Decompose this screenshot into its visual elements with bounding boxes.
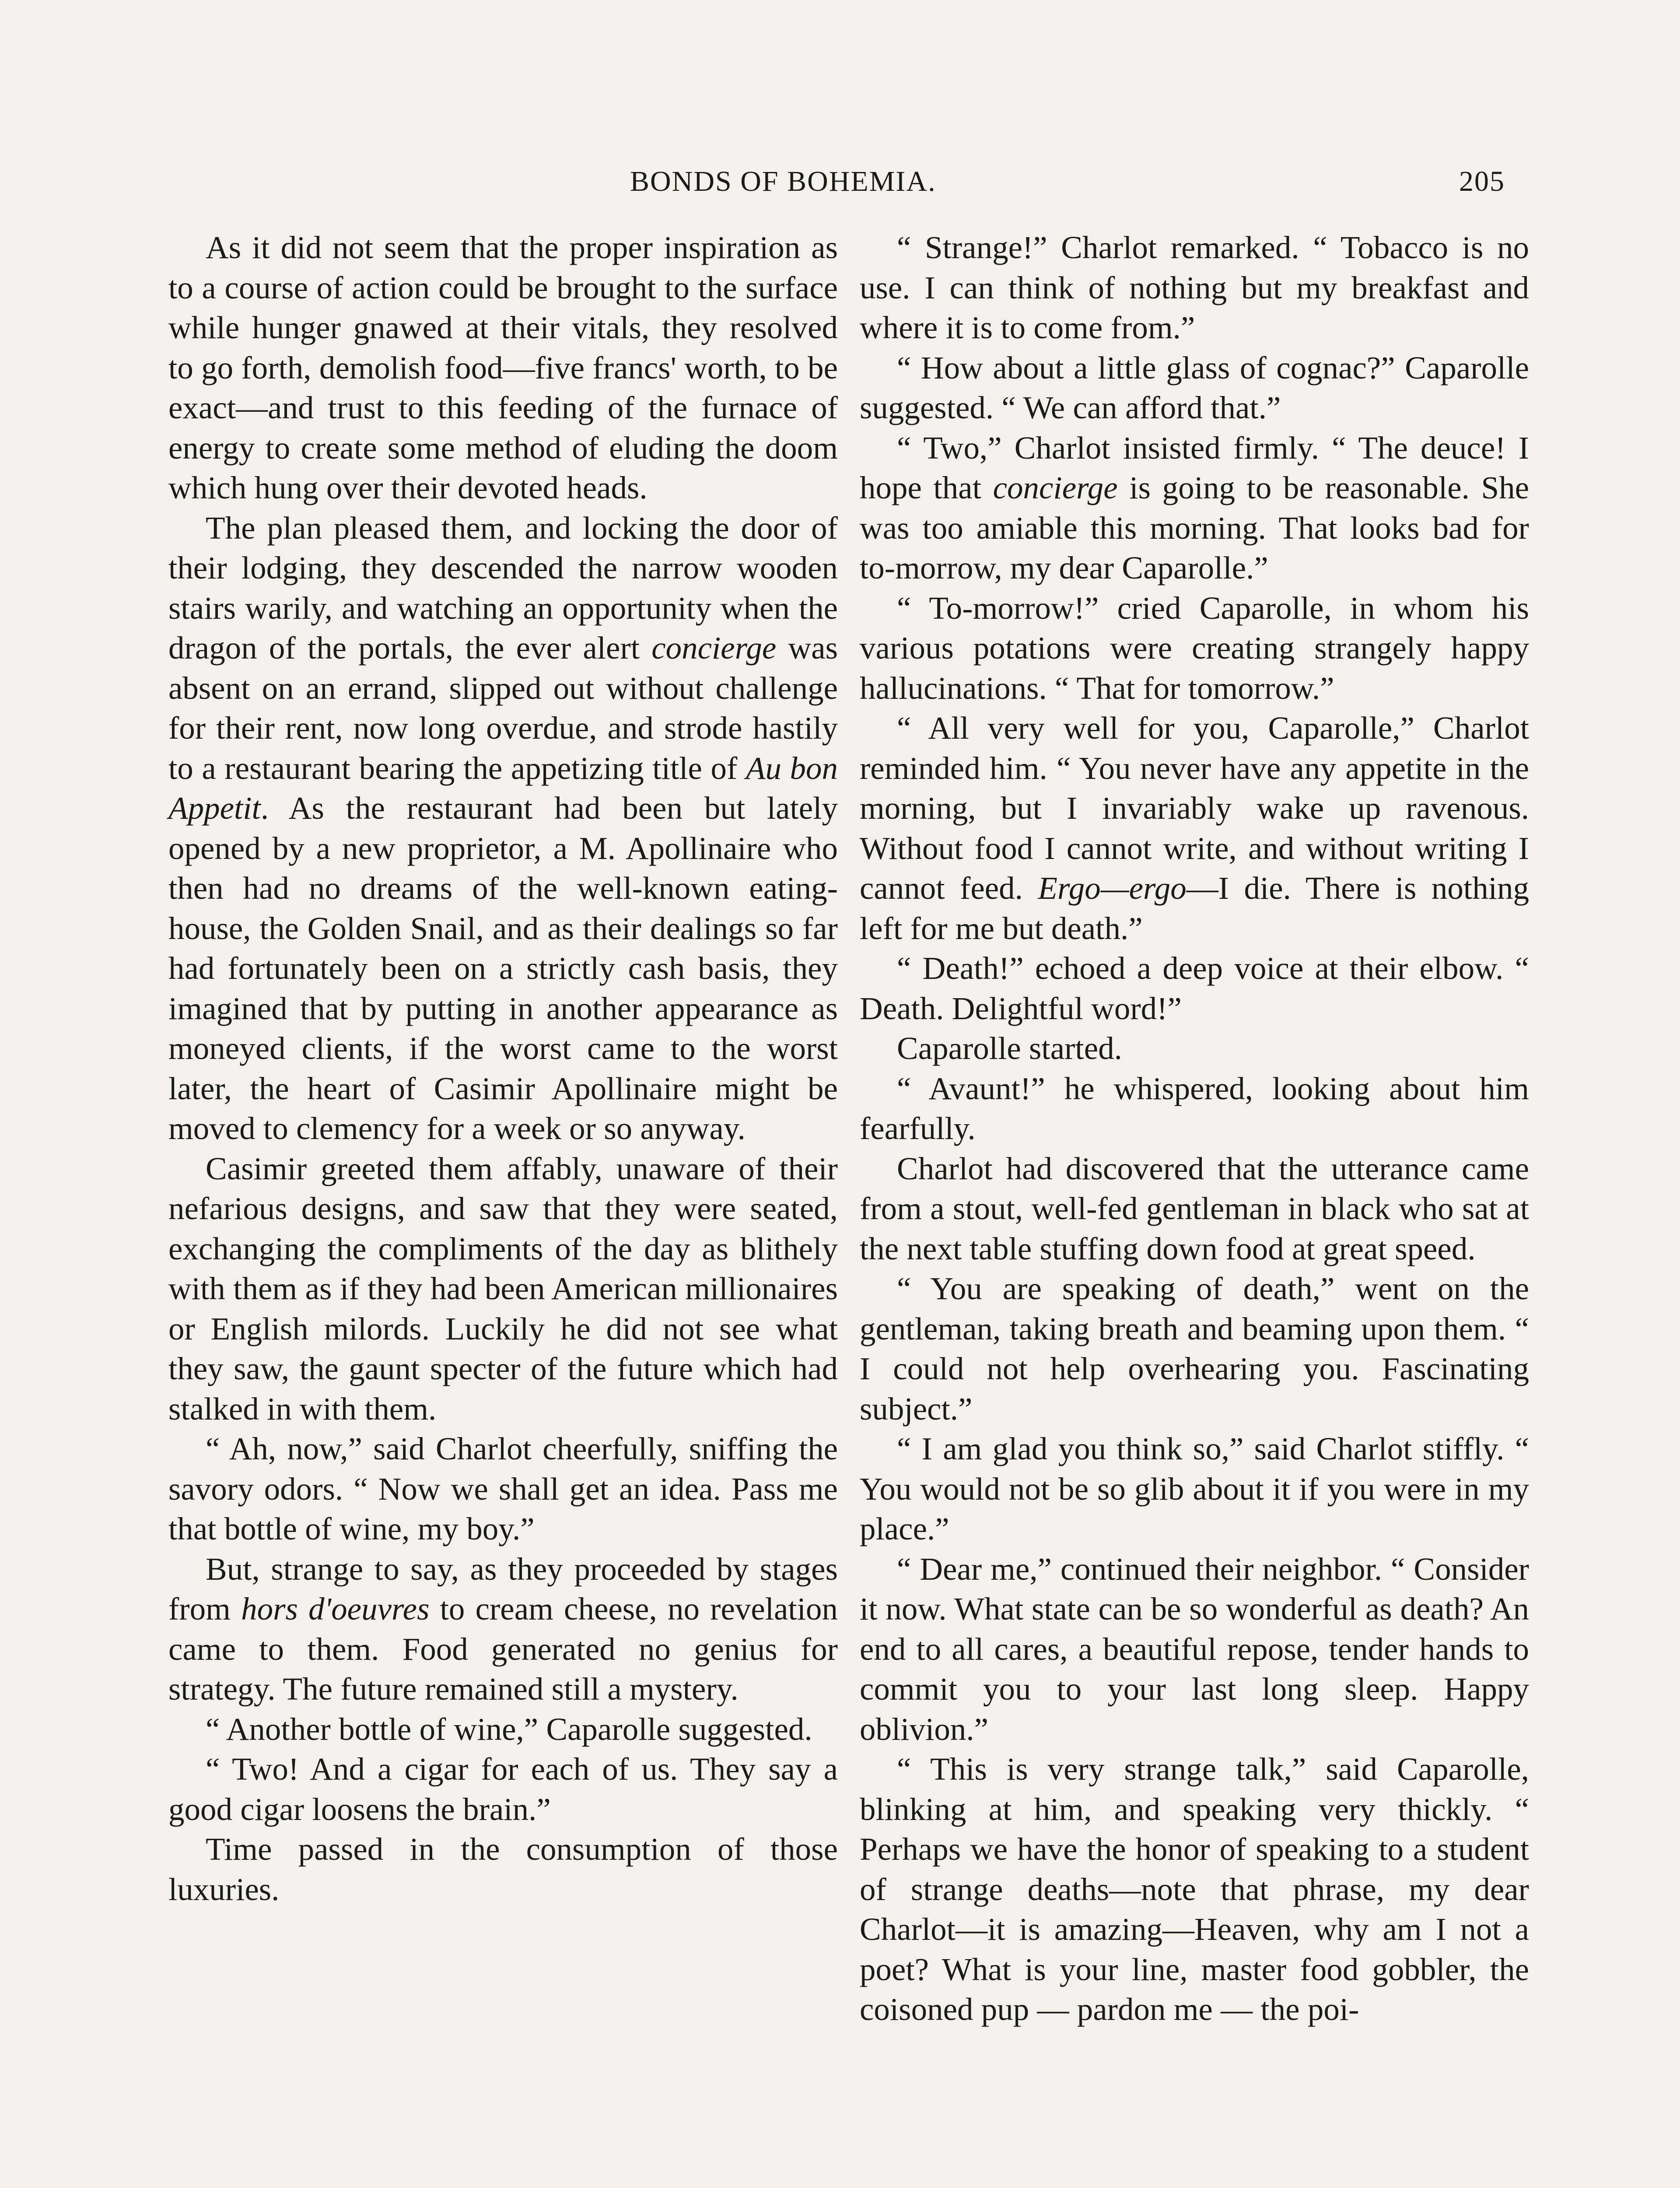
page-header xyxy=(630,158,1505,206)
paragraph: “ All very well for you, Caparolle,” Charlot reminded him. “ You never have any appetite in the morning, but I invariably wake up ravenous. Without food I cannot write, and without writing I cannot feed. Ergo—ergo—I die. There is nothing left for me but death.” xyxy=(860,710,1529,946)
paragraph: “ How about a little glass of cognac?” Caparolle suggested. “ We can afford that.” xyxy=(860,350,1529,425)
paragraph: Casimir greeted them affably, unaware of their nefarious designs, and saw that they were seated, exchanging the compliments of the day as blithely with them as if they had been American millionaires or English milords. Luckily he did not see what they saw, the gaunt specter of the future which had stalked in with them. xyxy=(168,1150,838,1427)
paragraph: “ I am glad you think so,” said Charlot stiffly. “ You would not be so glib about it if you were in my place.” xyxy=(860,1431,1529,1546)
paragraph: “ Death!” echoed a deep voice at their elbow. “ Death. Delightful word!” xyxy=(860,950,1529,1026)
paragraph: But, strange to say, as they proceeded by stages from hors d'oeuvres to cream cheese, no revelation came to them. Food generated no genius for strategy. The future remained still a mystery. xyxy=(168,1551,838,1707)
paragraph: “ Strange!” Charlot remarked. “ Tobacco is no use. I can think of nothing but my breakfast and where it is to come from.” xyxy=(860,230,1529,345)
left-text-column xyxy=(168,228,838,1909)
paragraph: “ You are speaking of death,” went on the gentleman, taking breath and beaming upon them. “ I could not help overhearing you. Fascinating subject.” xyxy=(860,1271,1529,1427)
paragraph: Caparolle started. xyxy=(897,1031,1122,1066)
paragraph: As it did not seem that the proper inspiration as to a course of action could be brought to the surface while hunger gnawed at their vitals, they resolved to go forth, demolish food—five francs' worth, to be exact—and trust to this feeding of the furnace of energy to create some method of eluding the doom which hung over their devoted heads. xyxy=(168,230,838,505)
paragraph: “ Dear me,” continued their neighbor. “ Consider it now. What state can be so wonderful as death? An end to all cares, a beautiful repose, tender hands to commit you to your last long sleep. Happy oblivion.” xyxy=(860,1551,1529,1747)
running-title: BONDS OF BOHEMIA. xyxy=(630,165,936,197)
paragraph: The plan pleased them, and locking the door of their lodging, they descended the narrow wooden stairs warily, and watching an opportunity when the dragon of the portals, the ever alert concierge was absent on an errand, slipped out without challenge for their rent, now long overdue, and strode hastily to a restaurant bearing the appetizing title of Au bon Appetit. As the restaurant had been but lately opened by a new proprietor, a M. Apollinaire who then had no dreams of the well-known eating-house, the Golden Snail, and as their dealings so far had fortunately been on a strictly cash basis, they imagined that by putting in another appearance as moneyed clients, if the worst came to the worst later, the heart of Casimir Apollinaire might be moved to clemency for a week or so anyway. xyxy=(168,510,838,1146)
paragraph: “ Ah, now,” said Charlot cheerfully, sniffing the savory odors. “ Now we shall get an idea. Pass me that bottle of wine, my boy.” xyxy=(168,1431,838,1546)
paragraph: “ Another bottle of wine,” Caparolle suggested. xyxy=(206,1711,812,1747)
paragraph: “ Two,” Charlot insisted firmly. “ The deuce! I hope that concierge is going to be reasonable. She was too amiable this morning. That looks bad for to-morrow, my dear Caparolle.” xyxy=(860,430,1529,586)
right-text-column xyxy=(860,228,1529,2030)
paragraph: “ Avaunt!” he whispered, looking about him fearfully. xyxy=(860,1070,1529,1146)
paragraph: “ To-morrow!” cried Caparolle, in whom his various potations were creating strangely happy hallucinations. “ That for tomorrow.” xyxy=(860,590,1529,706)
paragraph: “ Two! And a cigar for each of us. They say a good cigar loosens the brain.” xyxy=(168,1751,838,1827)
page-number: 205 xyxy=(1459,165,1505,197)
paragraph: Time passed in the consumption of those luxuries. xyxy=(168,1831,838,1907)
paragraph: “ This is very strange talk,” said Caparolle, blinking at him, and speaking very thickly. “ Perhaps we have the honor of speaking to a student of strange deaths—note that phrase, my dear Charlot—it is amazing—Heaven, why am I not a poet? What is your line, master food gobbler, the coisoned pup — pardon me — the poi- xyxy=(860,1751,1529,2027)
paragraph: Charlot had discovered that the utterance came from a stout, well-fed gentleman in black who sat at the next table stuffing down food at great speed. xyxy=(860,1150,1529,1266)
